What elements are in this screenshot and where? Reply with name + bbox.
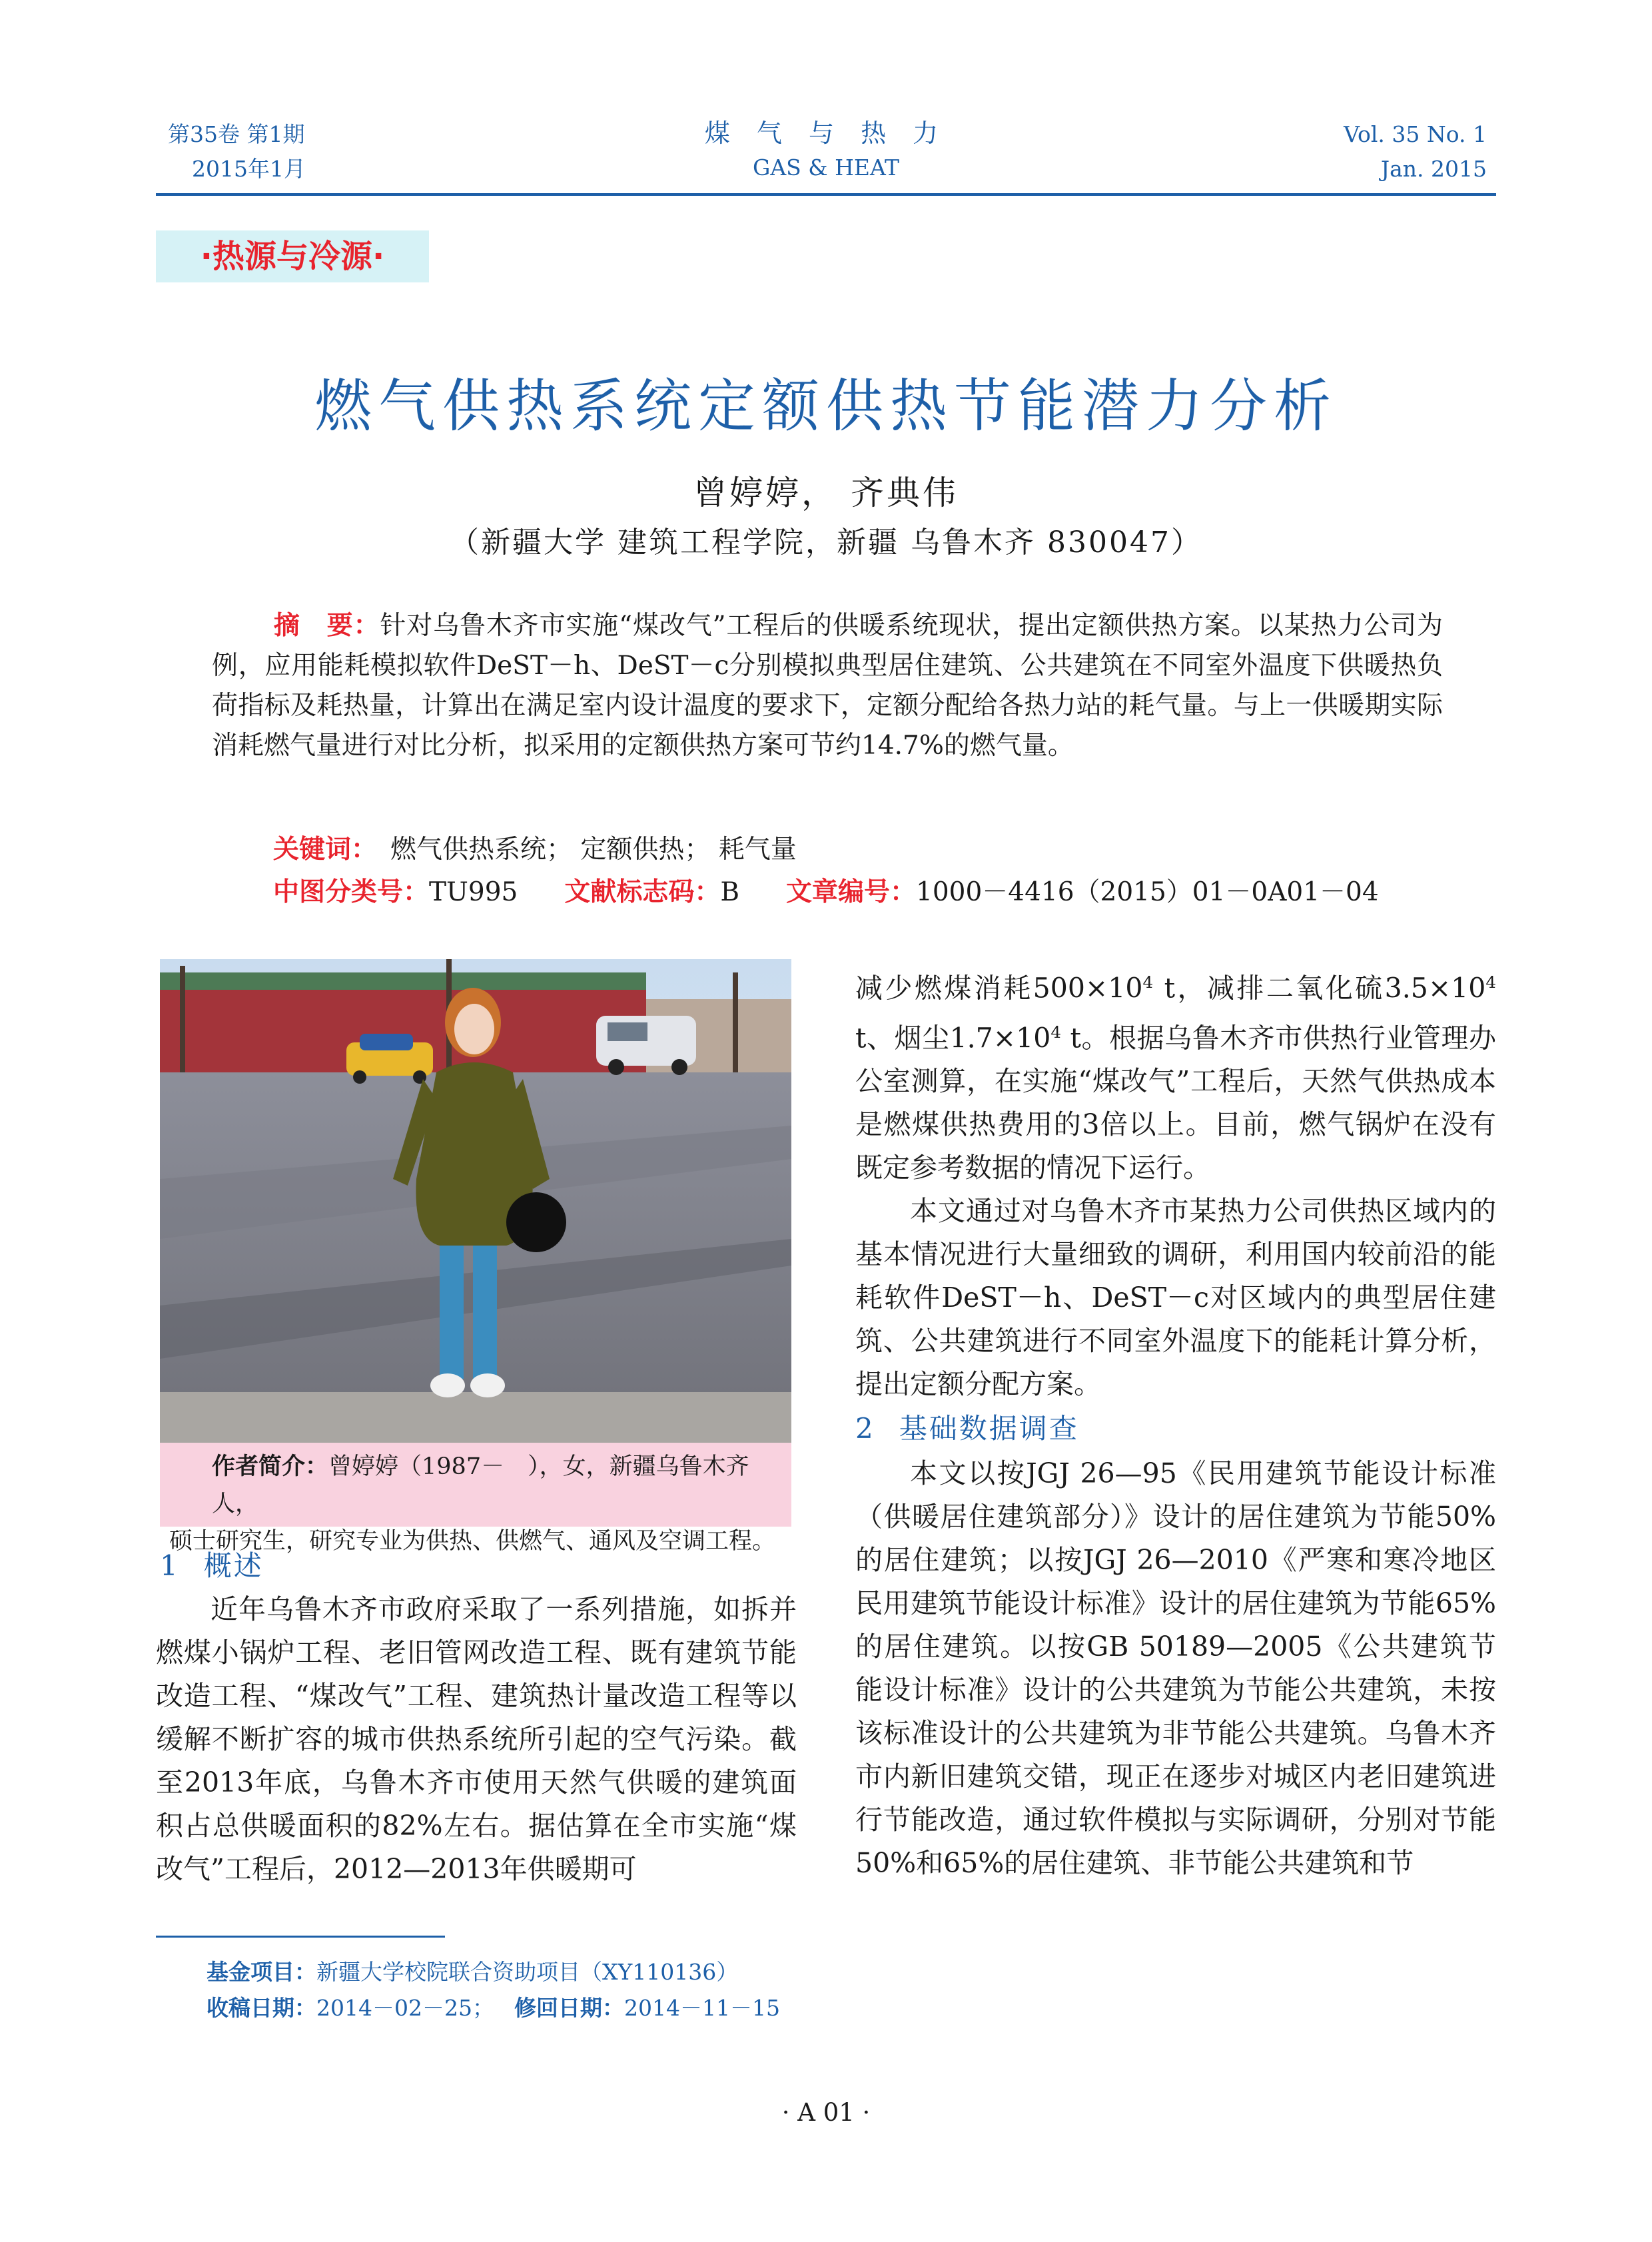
- received-value: 2014－02－25；: [316, 1995, 494, 2021]
- section1-body: [156, 1588, 797, 1891]
- publication-date: 2015年1月: [192, 156, 306, 182]
- journal-title-en: GAS & HEAT: [752, 155, 900, 181]
- abstract: [212, 606, 1443, 766]
- volume-issue-en: Vol. 35 No. 1: [1344, 121, 1487, 147]
- volume-issue: 第35卷 第1期: [168, 121, 305, 147]
- keywords-label: 关键词：: [273, 835, 378, 865]
- section1-title: 概述: [203, 1549, 264, 1582]
- abstract-label: 摘 要：: [273, 611, 380, 641]
- section1-paragraph: 近年乌鲁木齐市政府采取了一系列措施，如拆并燃煤小锅炉工程、老旧管网改造工程、既有建筑节能改造工程、“煤改气”工程、建筑热计量改造工程等以缓解不断扩容的城市供热系统所引起的空气污染。截至2013年底，乌鲁木齐市使用天然气供暖的建筑面积占总供暖面积的82%左右。据估算在全市实施“煤改气”工程后，2012—2013年供暖期可: [156, 1593, 797, 1885]
- page-number: · A 01 ·: [781, 2098, 871, 2127]
- dates-note: [206, 1992, 780, 2025]
- author-photo: [160, 959, 791, 1443]
- bio-line2: 硕士研究生，研究专业为供热、供燃气、通风及空调工程。: [169, 1528, 776, 1555]
- journal-title-cn: 煤 气 与 热 力: [704, 119, 948, 148]
- section2-title: 基础数据调查: [899, 1412, 1079, 1445]
- article-no-value: 1000－4416（2015）01－0A01－04: [916, 877, 1379, 907]
- classification-line: [273, 873, 1379, 913]
- publication-date-en: Jan. 2015: [1380, 156, 1487, 182]
- section-tag: ·热源与冷源·: [156, 230, 429, 282]
- section2-body: [855, 1452, 1496, 1885]
- continued-paragraph: 减少燃煤消耗$500\times 10^4$ t，减排二氧化硫$3.5\times 10^4$ t、烟尘$1.7\times 10^4$ t。根据乌鲁木齐市供热行业管理办公室测算，在实施“煤改气”工程后，天然气供热成本是燃煤供热费用的3倍以上。目前，燃气锅炉在没有既定参考数据的情况下运行。: [855, 972, 1496, 1184]
- bio-line1: 曾婷婷（1987－ ），女，新疆乌鲁木齐人，: [212, 1453, 749, 1517]
- fund-note: [206, 1956, 738, 1989]
- intro-paragraph-2: 本文通过对乌鲁木齐市某热力公司供热区域内的基本情况进行大量细致的调研，利用国内较前沿的能耗软件DeST－h、DeST－c对区域内的典型居住建筑、公共建筑进行不同室外温度下的能耗计算分析，提出定额分配方案。: [855, 1195, 1496, 1401]
- author-bio: [160, 1443, 791, 1555]
- bio-label: 作者简介：: [212, 1453, 329, 1480]
- footnote-divider: [156, 1936, 445, 1938]
- article-title: 燃气供热系统定额供热节能潜力分析: [314, 373, 1338, 440]
- section2-number: 2: [855, 1412, 875, 1445]
- article-no-label: 文章编号：: [786, 877, 917, 907]
- header-divider: [156, 193, 1496, 196]
- fund-label: 基金项目：: [206, 1959, 316, 1985]
- received-label: 收稿日期：: [206, 1995, 316, 2021]
- abstract-text: 针对乌鲁木齐市实施“煤改气”工程后的供暖系统现状，提出定额供热方案。以某热力公司为例，应用能耗模拟软件DeST－h、DeST－c分别模拟典型居住建筑、公共建筑在不同室外温度下供暖热负荷指标及耗热量，计算出在满足室内设计温度的要求下，定额分配给各热力站的耗气量。与上一供暖期实际消耗燃气量进行对比分析，拟采用的定额供热方案可节约14.7%的燃气量。: [212, 611, 1443, 761]
- doc-code-label: 文献标志码：: [564, 877, 721, 907]
- affiliation: （新疆大学 建筑工程学院，新疆 乌鲁木齐 830047）: [450, 526, 1202, 560]
- journal-volume-info-en: [1344, 117, 1487, 187]
- keywords: 燃气供热系统； 定额供热； 耗气量: [390, 835, 797, 865]
- authors: 曾婷婷， 齐典伟: [693, 474, 959, 512]
- section1-number: 1: [160, 1549, 180, 1582]
- section2-paragraph: 本文以按JGJ 26—95《民用建筑节能设计标准（供暖居住建筑部分）》设计的居住建筑为节能50%的居住建筑；以按JGJ 26—2010《严寒和寒冷地区民用建筑节能设计标准》设计的居住建筑为节能65%的居住建筑。以按GB 50189—2005《公共建筑节能设计标准》设计的公共建筑为节能公共建筑，未按该标准设计的公共建筑为非节能公共建筑。乌鲁木齐市内新旧建筑交错，现正在逐步对城区内老旧建筑进行节能改造，通过软件模拟与实际调研，分别对节能50%和65%的居住建筑、非节能公共建筑和节: [855, 1457, 1496, 1879]
- section2-heading: [855, 1407, 1079, 1447]
- revised-value: 2014－11－15: [623, 1995, 780, 2021]
- revised-label: 修回日期：: [514, 1995, 624, 2021]
- section1-heading: [160, 1544, 264, 1584]
- right-column-top: [855, 960, 1496, 1406]
- clc-value: TU995: [429, 877, 518, 907]
- doc-code-value: B: [720, 877, 740, 907]
- clc-label: 中图分类号：: [273, 877, 430, 907]
- keywords-line: [273, 830, 797, 870]
- fund-value: 新疆大学校院联合资助项目（XY110136）: [316, 1959, 739, 1985]
